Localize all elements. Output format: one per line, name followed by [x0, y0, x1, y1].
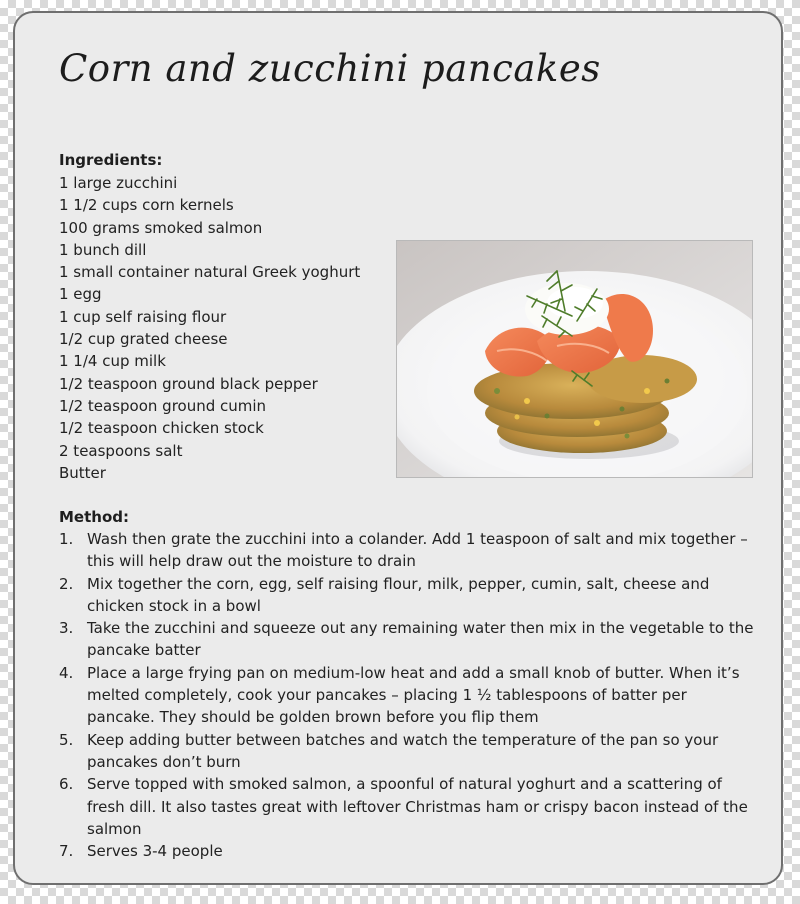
recipe-title: Corn and zucchini pancakes: [59, 47, 601, 90]
step-text: Serve topped with smoked salmon, a spoonful of natural yoghurt and a scattering of fresh dill. It also tastes great with leftover Christmas ham or crispy bacon instead of the salmon: [87, 775, 748, 838]
ingredient-item: 1 small container natural Greek yoghurt: [59, 263, 361, 282]
step-text: Place a large frying pan on medium-low heat and add a small knob of butter. When it’s melted completely, cook your pancakes – placing 1 ½ tablespoons of batter per pancake. They should be golden brown before you flip them: [87, 663, 740, 727]
ingredient-item: 1 large zucchini: [59, 174, 178, 192]
step-text: Take the zucchini and squeeze out any remaining water then mix in the vegetable to the pancake batter: [87, 619, 754, 660]
ingredient-item: 1/2 cup grated cheese: [59, 330, 228, 349]
ingredient-item: 1 1/4 cup milk: [59, 352, 166, 371]
ingredients-list: [59, 172, 360, 484]
step-number: 6.: [59, 775, 74, 794]
method-step: [59, 573, 759, 618]
recipe-card: [13, 11, 783, 885]
ingredient-item: 2 teaspoons salt: [59, 441, 183, 460]
step-number: 7.: [59, 842, 74, 861]
pancakes-photo: [396, 240, 753, 478]
method-heading: Method:: [59, 508, 129, 526]
method-step: [59, 617, 759, 662]
step-number: 1.: [59, 530, 74, 548]
ingredient-item: 100 grams smoked salmon: [59, 218, 263, 237]
step-number: 4.: [59, 663, 74, 682]
step-text: Keep adding butter between batches and watch the temperature of the pan so your pancakes don’t burn: [87, 730, 719, 771]
step-number: 2.: [59, 574, 74, 593]
method-step: [59, 773, 759, 840]
method-step: [59, 840, 759, 862]
step-text: Mix together the corn, egg, self raising flour, milk, pepper, cumin, salt, cheese and chicken stock in a bowl: [87, 574, 710, 615]
ingredient-item: 1 egg: [59, 285, 102, 304]
method-step: [59, 528, 759, 573]
method-list: [59, 528, 759, 862]
step-number: 5.: [59, 730, 74, 749]
step-number: 3.: [59, 619, 74, 638]
ingredient-item: 1 cup self raising flour: [59, 307, 227, 326]
step-text: Wash then grate the zucchini into a colander. Add 1 teaspoon of salt and mix together – this will help draw out the moisture to drain: [87, 530, 748, 571]
ingredient-item: Butter: [59, 463, 106, 482]
ingredient-item: 1/2 teaspoon ground black pepper: [59, 374, 318, 393]
method-step: [59, 729, 759, 774]
ingredient-item: 1/2 teaspoon ground cumin: [59, 396, 267, 415]
ingredient-item: 1/2 teaspoon chicken stock: [59, 419, 264, 438]
ingredient-item: 1 1/2 cups corn kernels: [59, 196, 234, 215]
step-text: Serves 3-4 people: [87, 842, 223, 861]
ingredient-item: 1 bunch dill: [59, 240, 147, 259]
method-step: [59, 662, 759, 729]
ingredients-heading: Ingredients:: [59, 151, 163, 169]
